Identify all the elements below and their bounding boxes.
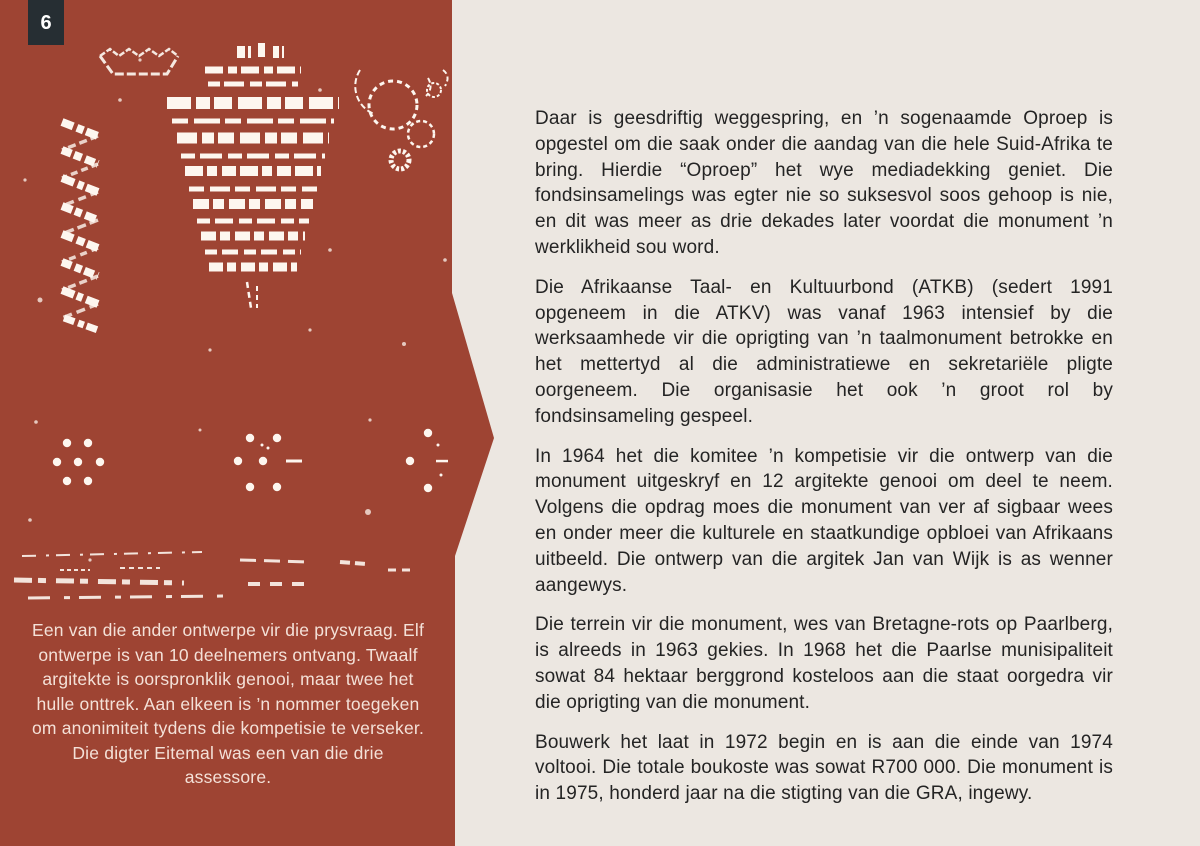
- paragraph-1: Daar is geesdriftig weggespring, en ’n sogenaamde Oproep is opgestel om die saak onder die aandag van die hele Suid-Afrika te bring. Hierdie “Oproep” het wye mediadekking geniet. Die fondsinsamelings was egter nie so suksesvol soos gehoop is nie, en dit was meer as drie dekades later voordat die monument ’n werklikheid sou word.: [535, 108, 1113, 258]
- paragraph-3: In 1964 het die komitee ’n kompetisie vir die ontwerp van die monument uitgeskryf en 12 argitekte genooi om deel te neem. Volgens die opdrag moes die monument van ver af sigbaar wees en onder meer die kulturele en staatkundige opbloei van Afrikaans uitbeeld. Die ontwerp van die argitek Jan van Wijk is as wenner aangewys.: [535, 445, 1113, 596]
- paragraph-5: Bouwerk het laat in 1972 begin en is aan die einde van 1974 voltooi. Die totale boukoste was sowat R700 000. Die monument is in 1975, honderd jaar na die stigting van die GRA, ingewy.: [535, 731, 1113, 805]
- body-text-column: [535, 106, 1113, 821]
- page-number: 6: [40, 12, 52, 34]
- paragraph-4: Die terrein vir die monument, wes van Bretagne-rots op Paarlberg, is alreeds in 1963 gekies. In 1968 het die Paarlse munisipaliteit sowat 84 hektaar berggrond kosteloos aan die staat oorgedra vir die oprigting van die monument.: [535, 614, 1113, 713]
- figure-caption: Een van die ander ontwerpe vir die prysvraag. Elf ontwerpe is van 10 deelnemers ontvang. Twaalf argitekte is oorspronklik genooi, maar twee het hulle onttrek. Aan elkeen is ’n nommer toegeken om anonimiteit tydens die kompetisie te verseker. Die digter Eitemal was een van die drie assessore.: [31, 620, 425, 787]
- paragraph-2: Die Afrikaanse Taal- en Kultuurbond (ATKB) (sedert 1991 opgeneem in die ATKV) was vanaf 1963 intensief by die werksaamhede vir die oprigting van ’n taalmonument betrokke en het mettertyd al die administratiewe en sekretariële pligte oorgeneem. Die organisasie het ook ’n groot rol by fondsinsameling gespeel.: [535, 276, 1113, 427]
- page-number-badge: [28, 0, 64, 45]
